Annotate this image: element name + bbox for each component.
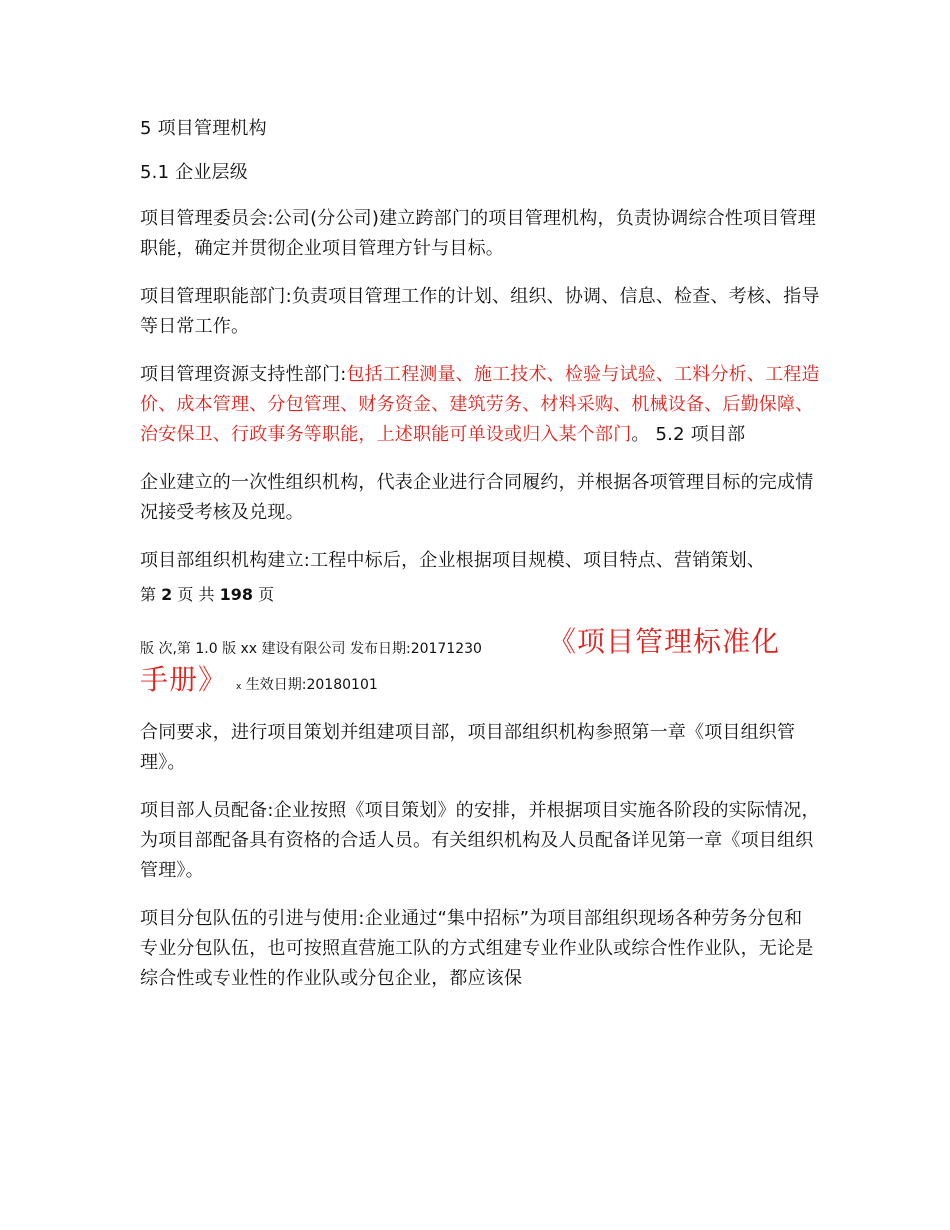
section-heading-5: 5 项目管理机构 — [140, 118, 267, 139]
paragraph-establish: 项目部组织机构建立:工程中标后，企业根据项目规模、项目特点、营销策划、 — [140, 550, 766, 571]
resource-highlight: 包括工程测量、施工技术、检验与试验、工料分析、工程造价、成本管理、分包管理、财务资金、建筑劳务、材料采购、机械设备、后勤保障、治安保卫、行政事务等职能，上述职能可单设或归入某个部门 — [140, 364, 820, 445]
footer-label-ye2: 页 — [258, 585, 275, 604]
paragraph-resource-dept — [140, 360, 820, 450]
paragraph-project-dept: 企业建立的一次性组织机构，代表企业进行合同履约，并根据各项管理目标的完成情况接受考核及兑现。 — [140, 472, 814, 523]
page-header — [140, 622, 820, 706]
paragraph-staffing: 项目部人员配备:企业按照《项目策划》的安排，并根据项目实施各阶段的实际情况，为项目部配备具有资格的合适人员。有关组织机构及人员配备详见第一章《项目组织管理》。 — [140, 800, 820, 881]
header-effective-date: 生效日期:20180101 — [245, 677, 378, 693]
header-effective — [236, 674, 378, 694]
header-title-part2: 手册》 — [140, 663, 228, 696]
paragraph-contract: 合同要求，进行项目策划并组建项目部，项目部组织机构参照第一章《项目组织管理》。 — [140, 722, 796, 773]
footer-total-pages: 198 — [219, 585, 253, 604]
section-heading-5-1: 5.1 企业层级 — [140, 162, 248, 183]
footer-label-di: 第 — [140, 585, 157, 604]
header-small-mark: x — [236, 682, 242, 692]
footer-label-gong: 共 — [198, 585, 215, 604]
paragraph-function-dept: 项目管理职能部门:负责项目管理工作的计划、组织、协调、信息、检查、考核、指导等日常工作。 — [140, 286, 820, 337]
footer-page-number: 2 — [161, 585, 173, 604]
page-footer — [140, 584, 820, 606]
paragraph-committee: 项目管理委员会:公司(分公司)建立跨部门的项目管理机构，负责协调综合性项目管理职能，确定并贯彻企业项目管理方针与目标。 — [140, 208, 816, 259]
resource-suffix: 。 5.2 项目部 — [631, 424, 746, 445]
header-title-part1: 《项目管理标准化 — [548, 625, 781, 658]
document-content — [140, 114, 820, 994]
header-version-info: 版 次,第 1.0 版 xx 建设有限公司 发布日期:20171230 — [140, 641, 482, 657]
paragraph-subcontract: 项目分包队伍的引进与使用:企业通过“集中招标”为项目部组织现场各种劳务分包和专业分包队伍，也可按照直营施工队的方式组建专业作业队或综合性作业队，无论是综合性或专业性的作业队或分包企业，都应该保 — [140, 908, 814, 989]
footer-label-ye: 页 — [177, 585, 194, 604]
resource-prefix: 项目管理资源支持性部门: — [140, 364, 347, 385]
